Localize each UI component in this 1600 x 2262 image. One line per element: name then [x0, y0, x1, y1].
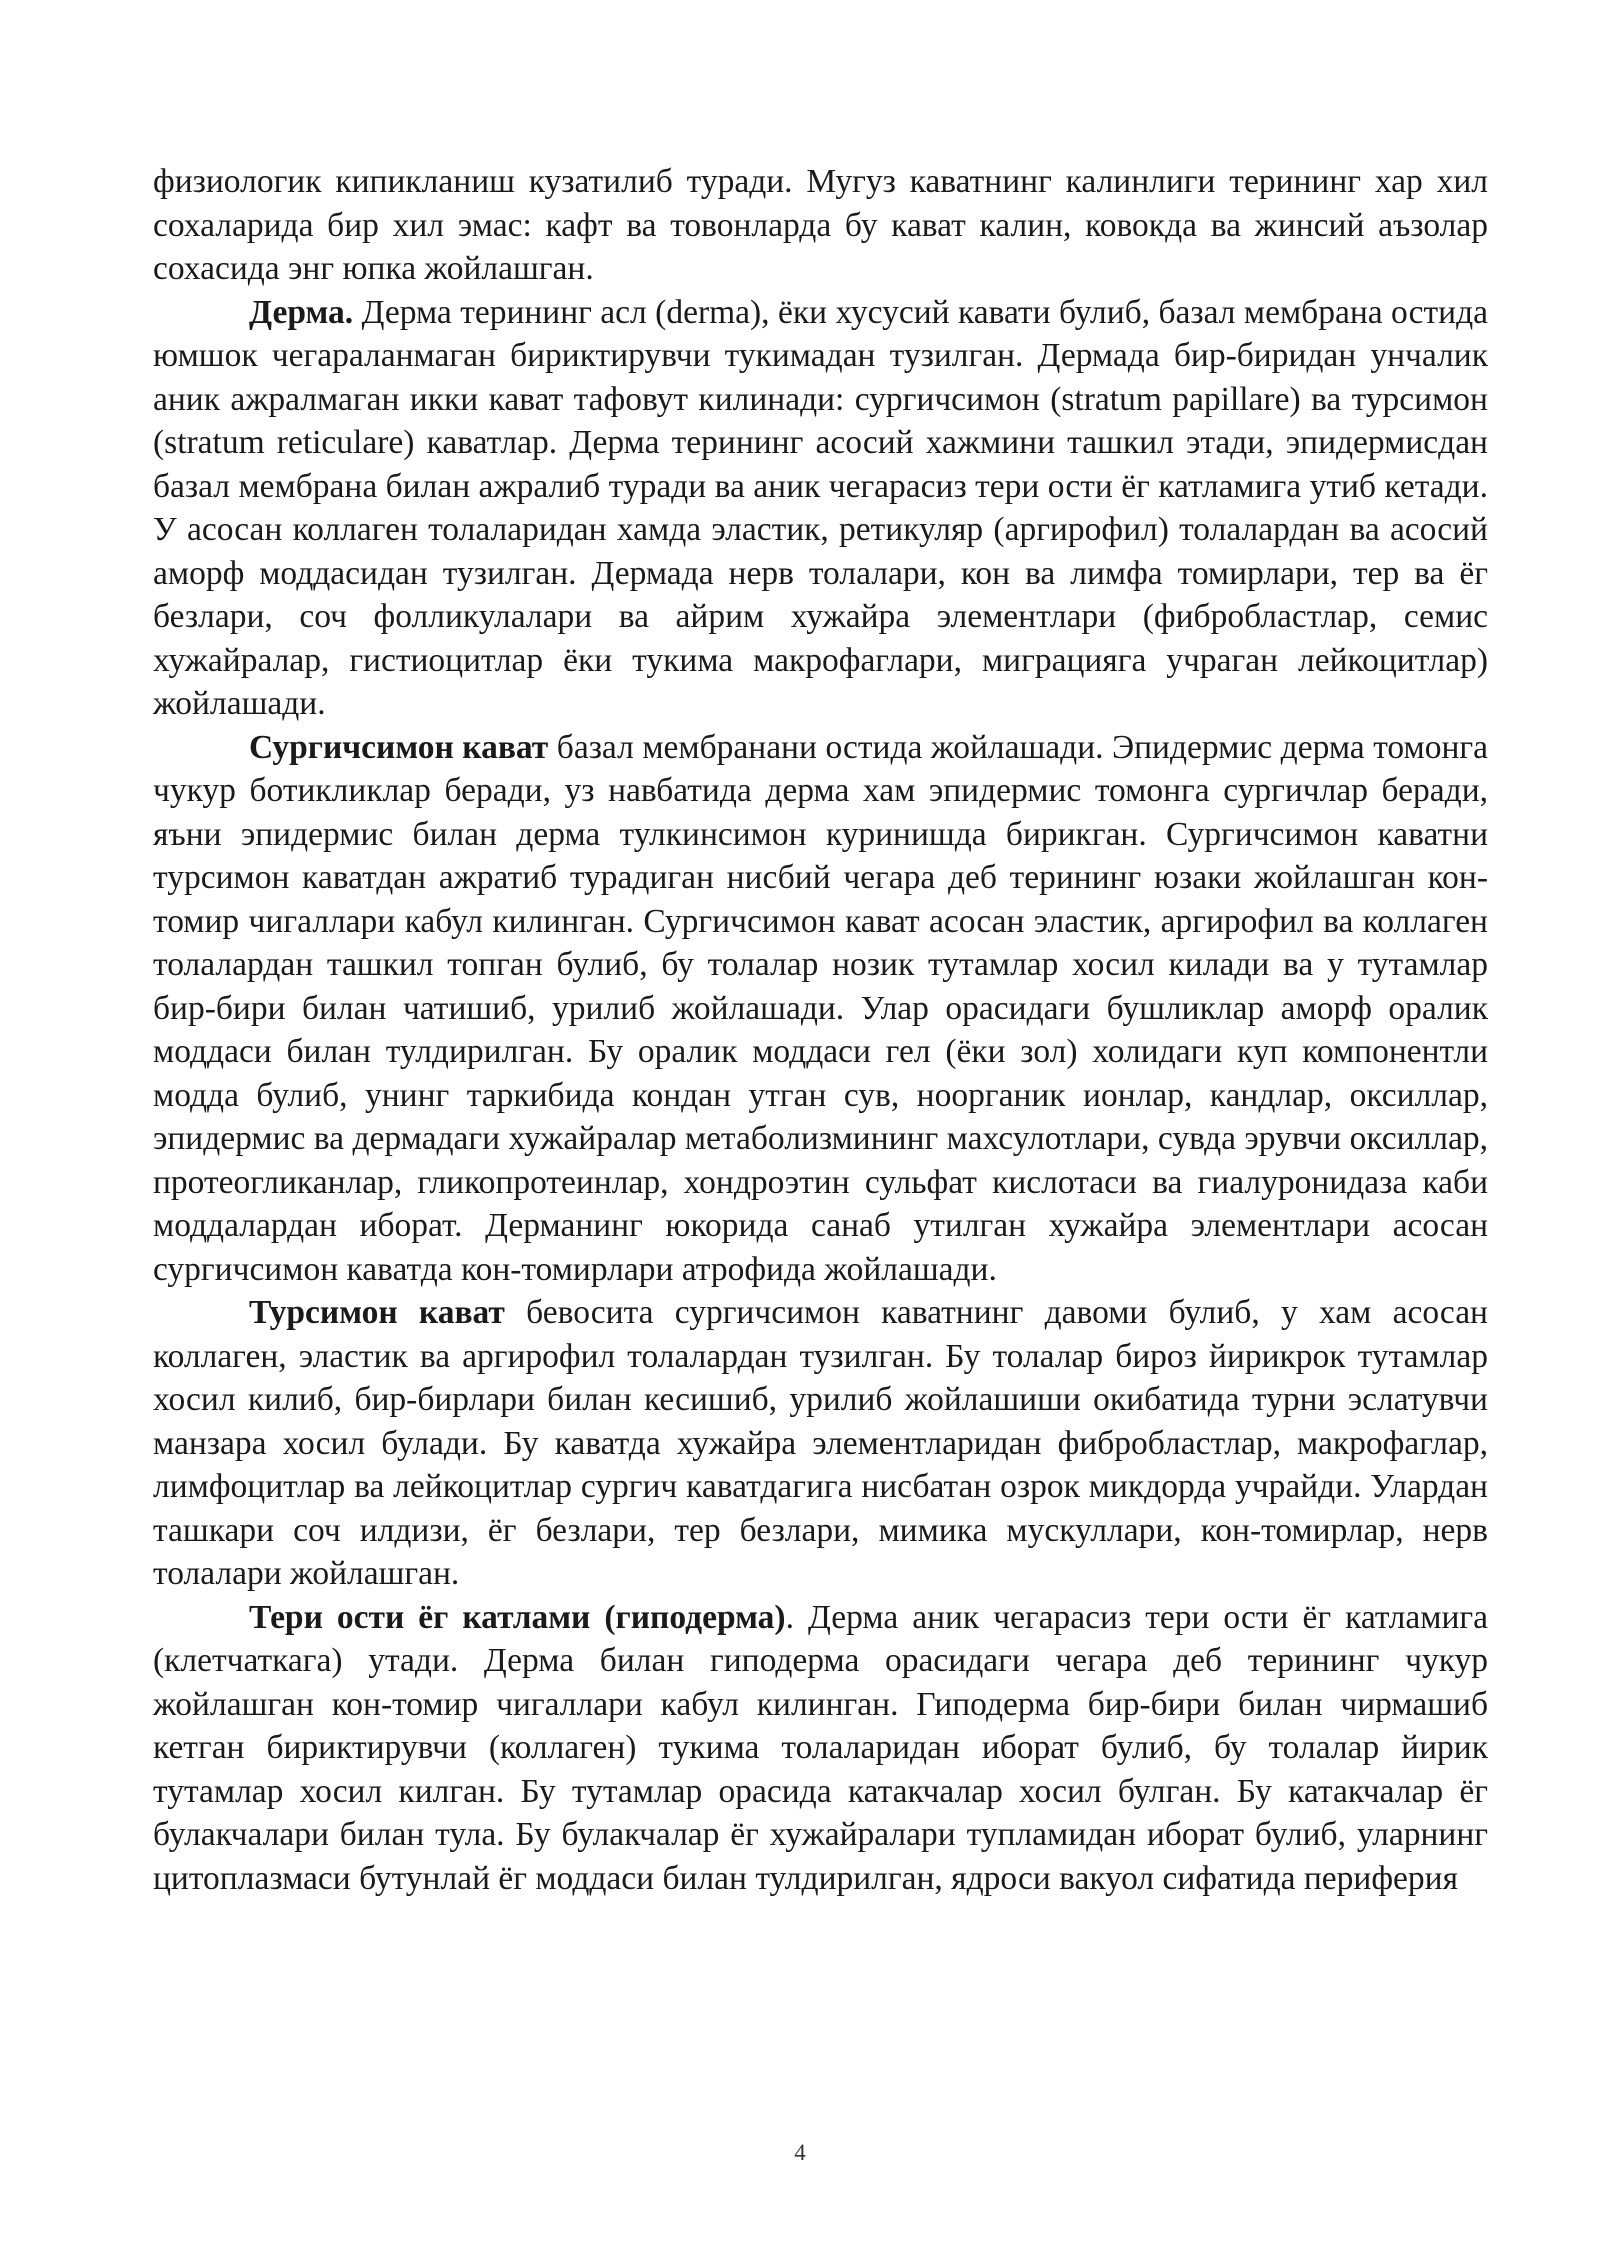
paragraph-text: . Дерма аник чегарасиз тери ости ёг катламига (клетчаткага) утади. Дерма билан гиподерма орасидаги чегара деб терининг чукур жойлашган кон-томир чигаллари кабул килинган. Гиподерма бир-бири билан чирмашиб кетган бириктирувчи (коллаген) тукима толаларидан иборат булиб, бу толалар йирик тутамлар хосил килган. Бу тутамлар орасида катакчалар хосил булган. Бу катакчалар ёг булакчалари билан тула. Бу булакчалар ёг хужайралари тупламидан иборат булиб, уларнинг цитоплазмаси бутунлай ёг моддаси билан тулдирилган, ядроси вакуол сифатида периферия	[153, 1598, 1489, 1897]
paragraph-text: физиологик кипикланиш кузатилиб туради. Мугуз каватнинг калинлиги терининг хар хил сохаларида бир хил эмас: кафт ва товонларда бу кават калин, ковокда ва жинсий аъзолар сохасида энг юпка жойлашган.	[153, 163, 1488, 287]
paragraph-reticular-layer	[153, 1291, 1488, 1596]
paragraph-heading: Сургичсимон кават	[249, 728, 549, 766]
paragraph-heading: Турсимон кават	[249, 1294, 505, 1331]
paragraph-intro-continuation	[153, 160, 1488, 291]
paragraph-heading: Тери ости ёг катлами (гиподерма)	[249, 1598, 786, 1636]
document-body	[153, 160, 1488, 1900]
paragraph-text: Дерма терининг асл (derma), ёки хусусий кавати булиб, базал мембрана остида юмшок чегараланмаган бириктирувчи тукимадан тузилган. Дермада бир-биридан унчалик аник ажралмаган икки кават тафовут килинади: сургичсимон (stratum papillare) ва турсимон (stratum reticulare) каватлар. Дерма терининг асосий хажмини ташкил этади, эпидермисдан базал мембрана билан ажралиб туради ва аник чегарасиз тери ости ёг катламига утиб кетади. У асосан коллаген толаларидан хамда эластик, ретикуляр (аргирофил) толалардан ва асосий аморф моддасидан тузилган. Дермада нерв толалари, кон ва лимфа томирлари, тер ва ёг безлари, соч фолликулалари ва айрим хужайра элементлари (фибробластлар, семис хужайралар, гистиоцитлар ёки тукима макрофаглари, миграцияга учраган лейкоцитлар) жойлашади.	[153, 293, 1488, 722]
paragraph-heading: Дерма.	[249, 293, 354, 331]
paragraph-text: базал мембранани остида жойлашади. Эпидермис дерма томонга чукур ботикликлар беради, уз навбатида дерма хам эпидермис томонга сургичлар беради, яъни эпидермис билан дерма тулкинсимон куринишда бирикган. Сургичсимон каватни турсимон каватдан ажратиб турадиган нисбий чегара деб терининг юзаки жойлашган кон-томир чигаллари кабул килинган. Сургичсимон кават асосан эластик, аргирофил ва коллаген толалардан ташкил топган булиб, бу толалар нозик тутамлар хосил килади ва у тутамлар бир-бири билан чатишиб, урилиб жойлашади. Улар орасидаги бушликлар аморф оралик моддаси билан тулдирилган. Бу оралик моддаси гел (ёки зол) холидаги куп компонентли модда булиб, унинг таркибида кондан утган сув, ноорганик ионлар, кандлар, оксиллар, эпидермис ва дермадаги хужайралар метаболизмининг махсулотлари, сувда эрувчи оксиллар, протеогликанлар, гликопротеинлар, хондроэтин сульфат кислотаси ва гиалуронидаза каби моддалардан иборат. Дерманинг юкорида санаб утилган хужайра элементлари асосан сургичсимон каватда кон-томирлари атрофида жойлашади.	[153, 728, 1488, 1288]
paragraph-derma	[153, 291, 1488, 726]
paragraph-hypodermis	[153, 1596, 1488, 1901]
paragraph-papillary-layer	[153, 726, 1488, 1292]
page-number: 4	[794, 2140, 806, 2165]
paragraph-text: бевосита сургичсимон каватнинг давоми булиб, у хам асосан коллаген, эластик ва аргирофил толалардан тузилган. Бу толалар бироз йирикрок тутамлар хосил килиб, бир-бирлари билан кесишиб, урилиб жойлашиши окибатида турни эслатувчи манзара хосил булади. Бу каватда хужайра элементларидан фибробластлар, макрофаглар, лимфоцитлар ва лейкоцитлар сургич каватдагига нисбатан озрок микдорда учрайди. Улардан ташкари соч илдизи, ёг безлари, тер безлари, мимика мускуллари, кон-томирлар, нерв толалари жойлашган.	[153, 1294, 1488, 1592]
